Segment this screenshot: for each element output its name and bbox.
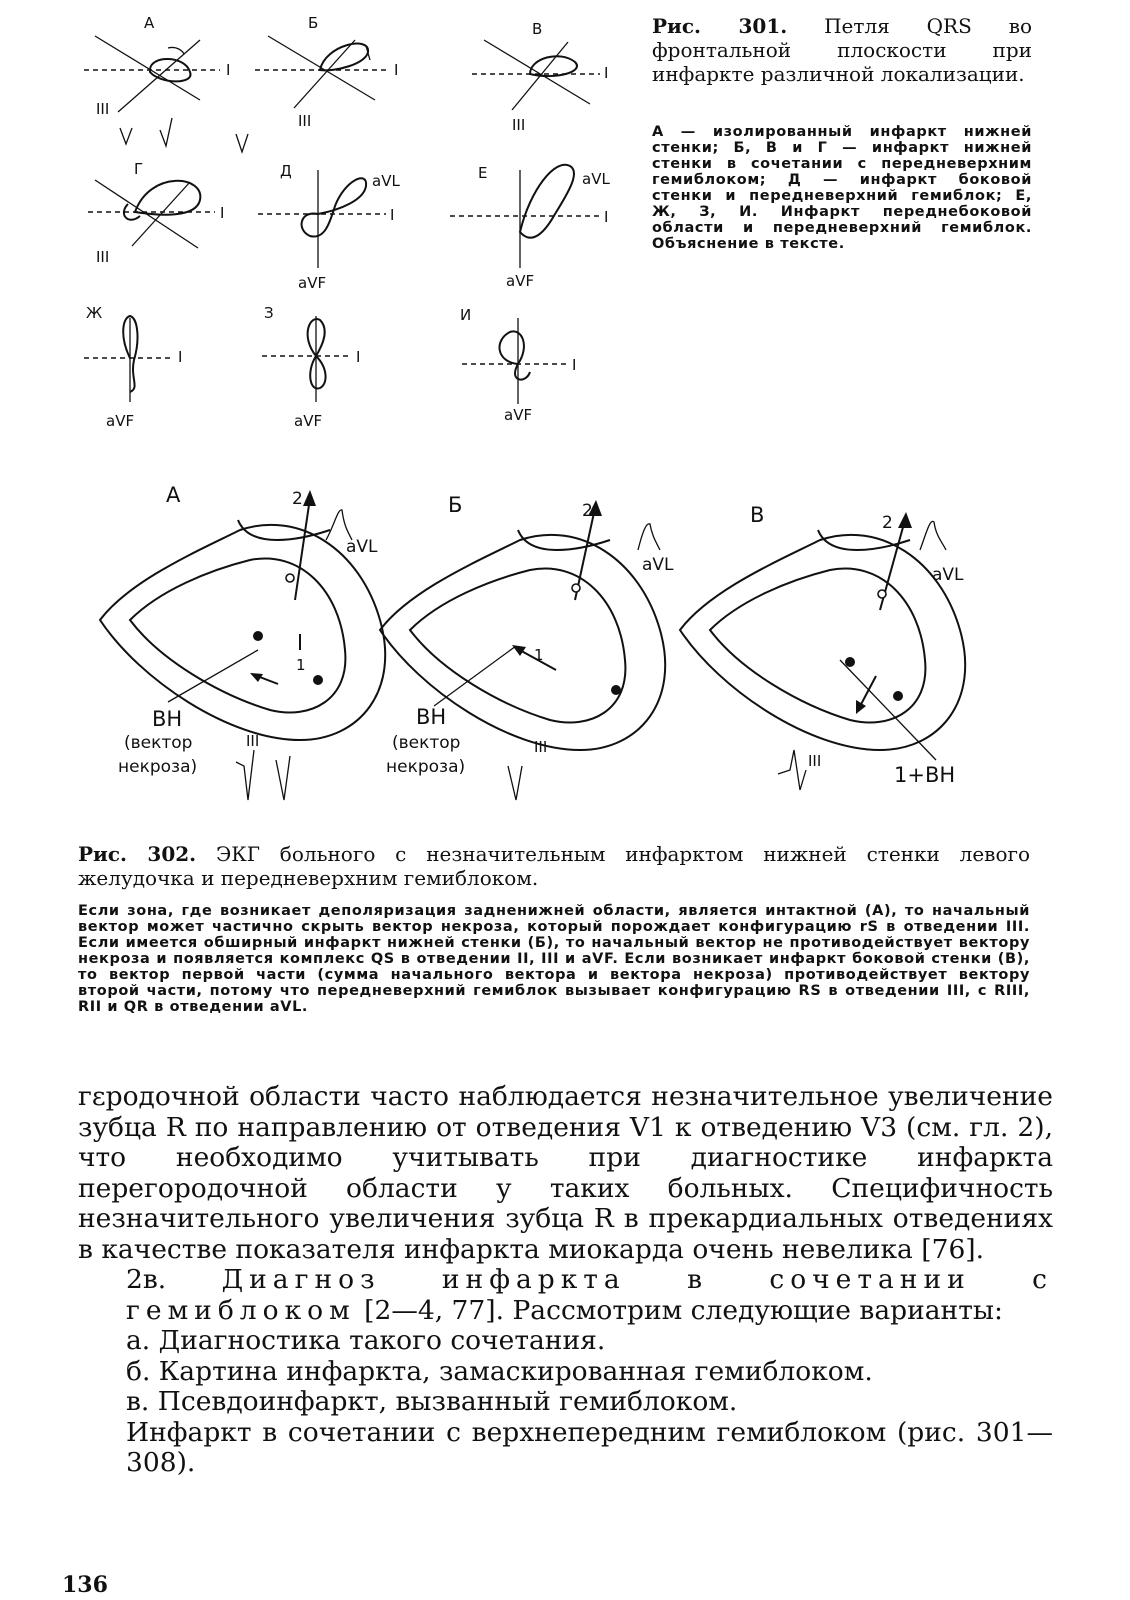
fig302-a-vec-2: 2 — [292, 489, 303, 509]
fig301-letter-f: Е — [478, 164, 488, 182]
fig301-e-lead-avf: aVF — [298, 274, 327, 292]
fig302-a-iii: III — [246, 732, 260, 750]
fig301-b-lead-iii: III — [298, 112, 312, 130]
fig302-b-bn: ВН — [416, 705, 447, 729]
fig301-f-lead-avl: aVL — [582, 170, 610, 188]
paragraph-3: Инфаркт в сочетании с верхнепередним гемиблоком (рис. 301—308). — [126, 1416, 1053, 1478]
fig301-a-lead-i: I — [226, 61, 231, 79]
section-refs: [2—4, 77]. Рассмотрим следующие варианты: — [364, 1294, 1003, 1326]
fig302-panel-a — [100, 483, 385, 800]
fig302-letter-b: Б — [448, 493, 463, 517]
fig302-b-avl: aVL — [642, 555, 674, 575]
fig302-panel-c — [680, 503, 965, 790]
fig301-caption-num: Рис. 301. — [652, 14, 788, 38]
fig301-g-lead-i: I — [178, 348, 183, 366]
fig301-caption-body: А — изолированный инфаркт нижней стенки; Б, В и Г — инфаркт нижней стенки в сочетании с передневерхним гемиблоком; Д — инфаркт боковой стенки и передневерхний гемиблок; Е, Ж, З, И. Инфаркт переднебоковой области и передневерхний гемиблок. Объяснение в тексте. — [652, 124, 1032, 252]
fig302-panel-b — [380, 493, 674, 800]
fig301-i-lead-i: I — [572, 356, 577, 374]
fig302-b-note-1: (вектор — [392, 733, 461, 753]
fig301-b-lead-i: I — [394, 61, 399, 79]
fig301-h-lead-avf: aVF — [294, 412, 323, 430]
fig301-panel-i — [460, 306, 576, 424]
fig301-letter-e: Д — [280, 162, 292, 180]
fig301-letter-a: А — [144, 14, 155, 32]
fig301-panel-c — [472, 20, 608, 134]
fig302-caption-num: Рис. 302. — [78, 842, 197, 866]
fig301-letter-d: Г — [134, 160, 144, 178]
list-item-c: в. Псевдоинфаркт, вызванный гемиблоком. — [126, 1386, 738, 1417]
fig302-caption-body: Если зона, где возникает деполяризация задненижней области, является интактной (А), то начальный вектор может частично скрыть вектор некроза, который порождает конфигурацию rS в отведении III. Если имеется обширный инфаркт нижней стенки (Б), то начальный вектор не противодействует вектору некроза и появляется комплекс QS в отведении II, III и aVF. Если возникает инфаркт боковой стенки (В), то вектор первой части (сумма начального вектора и вектора некроза) противодействует вектору второй части, потому что передневерхний гемиблок вызывает конфигурацию RS в отведении III, с RIII, RII и QR в отведении aVL. — [78, 903, 1030, 1015]
fig301-c-lead-i: I — [604, 64, 609, 82]
fig301-h-lead-i: I — [356, 348, 361, 366]
section-number: 2в. — [126, 1264, 167, 1295]
paragraph-2 — [78, 1265, 1053, 1326]
list-item-a: а. Диагностика такого сочетания. — [126, 1325, 606, 1356]
fig301-caption-title — [652, 14, 1032, 86]
body-text — [78, 1082, 1053, 1479]
fig302-caption-text: ЭКГ больного с незначительным инфарктом нижней стенки левого желудочка и передневерхним гемиблоком. — [78, 842, 1031, 890]
fig301-letter-b: Б — [308, 14, 319, 32]
fig301-panel-f — [450, 164, 610, 290]
fig302-caption-title — [78, 842, 1030, 890]
fig301-letter-h: З — [264, 304, 274, 322]
fig302-a-note-1: (вектор — [124, 733, 193, 753]
fig302-a-note-2: некроза) — [118, 757, 198, 777]
fig301-e-lead-avl: aVL — [372, 172, 400, 190]
page-number: 136 — [62, 1572, 108, 1598]
fig301-panel-b — [236, 14, 398, 152]
fig301-letter-i: И — [460, 306, 472, 324]
fig301-panel-h — [262, 304, 360, 430]
fig301-d-lead-iii: III — [96, 248, 110, 266]
fig301-g-lead-avf: aVF — [106, 412, 135, 430]
fig302-c-iii: III — [808, 752, 822, 770]
fig301-panel-a — [84, 14, 230, 146]
fig302-c-bn-combined: 1+ВН — [894, 763, 956, 787]
fig302-letter-a: А — [166, 483, 181, 507]
fig302-b-vec-1: 1 — [534, 646, 544, 664]
paragraph-1: гεродочной области часто наблюдается незначительное увеличение зубца R по направлению от отведения V1 к отведению V3 (см. гл. 2), что необходимо учитывать при диагностике инфаркта перегородочной области у таких больных. Специфичность незначительного увеличения зубца R в прекардиальных отведениях в качестве показателя инфаркта миокарда очень невелика [76]. — [78, 1081, 1053, 1265]
fig301-a-lead-iii: III — [96, 100, 110, 118]
fig302-b-note-2: некроза) — [386, 757, 466, 777]
fig302-a-vec-1: 1 — [296, 656, 306, 674]
figure-301 — [0, 0, 640, 440]
section-title-spaced: Диагноз инфаркта в сочетании с гемиблоком — [126, 1264, 1053, 1326]
fig302-a-avl: aVL — [346, 537, 378, 557]
fig301-f-lead-avf: aVF — [506, 272, 535, 290]
fig301-f-lead-i: I — [604, 208, 609, 226]
fig302-letter-c: В — [750, 503, 765, 527]
figure-302 — [0, 470, 1130, 830]
fig301-letter-c: В — [532, 20, 543, 38]
fig302-c-vec-2: 2 — [882, 513, 893, 533]
fig301-panel-d — [88, 160, 224, 266]
fig301-panel-e — [258, 162, 400, 292]
fig301-i-lead-avf: aVF — [504, 406, 533, 424]
fig302-a-bn: ВН — [152, 707, 183, 731]
fig302-c-avl: aVL — [932, 565, 964, 585]
fig301-letter-g: Ж — [86, 304, 103, 322]
fig302-b-iii: III — [534, 738, 548, 756]
fig301-panel-g — [84, 304, 182, 430]
fig301-c-lead-iii: III — [512, 116, 526, 134]
fig301-e-lead-i: I — [390, 206, 395, 224]
fig301-d-lead-i: I — [220, 204, 225, 222]
list-item-b: б. Картина инфаркта, замаскированная гемиблоком. — [126, 1355, 873, 1387]
fig301-caption-text: Петля QRS во фронтальной плоскости при инфаркте различной локализации. — [652, 14, 1032, 86]
fig302-b-vec-2: 2 — [582, 501, 593, 521]
